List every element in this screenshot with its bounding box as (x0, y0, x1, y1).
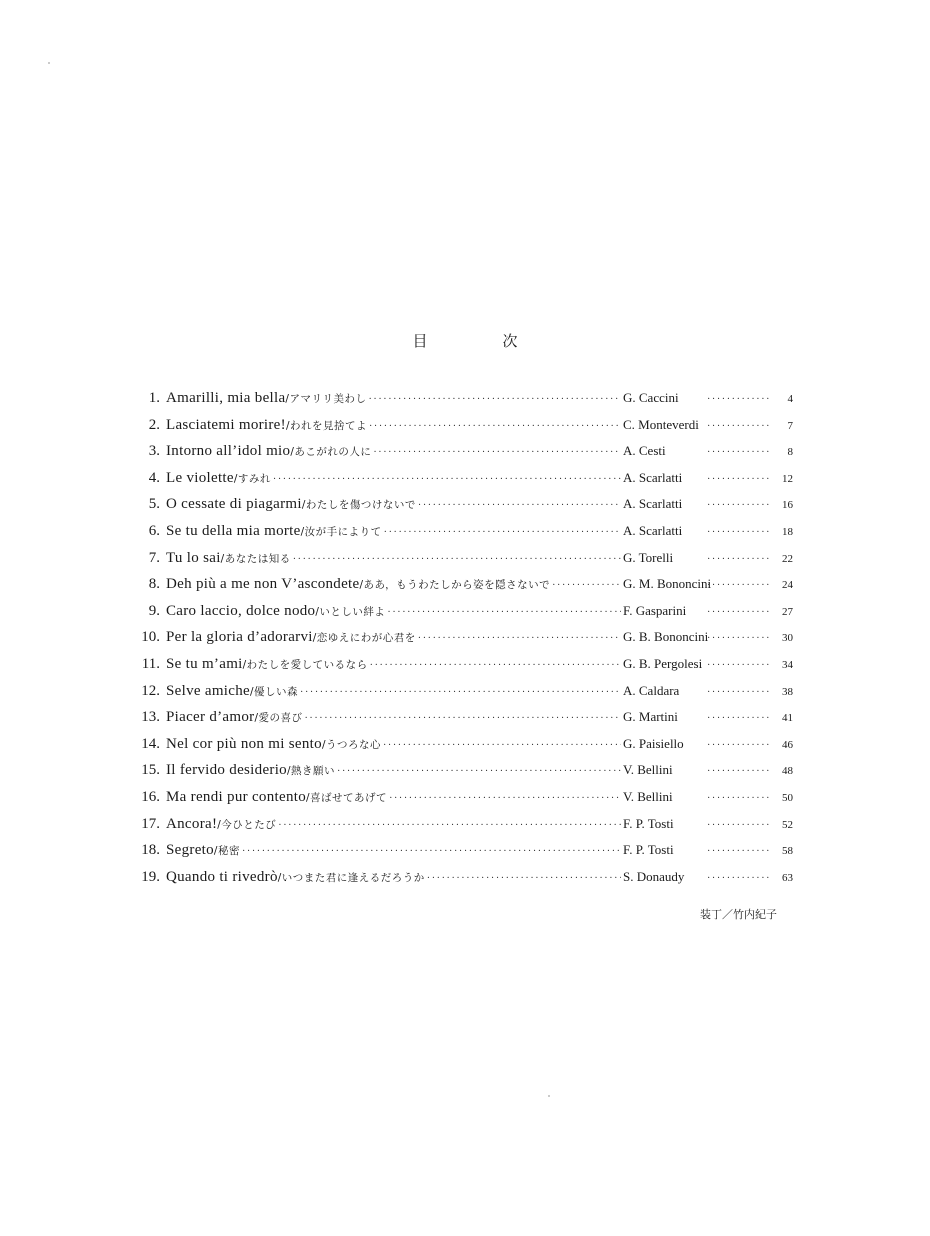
composer: F. P. Tosti (623, 815, 674, 831)
leader-dots (242, 846, 621, 857)
japanese-title: /うつろな心 (321, 738, 381, 751)
leader-dots (707, 660, 769, 671)
song-title: O cessate di piagarmi (166, 496, 302, 513)
composer: F. Gasparini (623, 602, 687, 618)
leader-dots (707, 607, 769, 618)
leader-dots (300, 687, 621, 698)
composer: V. Bellini (623, 762, 673, 778)
song-title: Piacer d’amor (166, 709, 255, 726)
leader-dots (707, 713, 769, 724)
toc-entry (128, 762, 793, 789)
page-number: 46 (782, 738, 793, 751)
composer: A. Scarlatti (623, 469, 683, 485)
song-title: Per la gloria d’adorarvi (166, 629, 313, 646)
leader-dots (707, 873, 769, 884)
japanese-title: /いとしい絆よ (315, 605, 386, 618)
entry-number: 14. (141, 735, 160, 752)
entry-number: 19. (141, 868, 160, 885)
song-title: Amarilli, mia bella (166, 390, 286, 406)
japanese-title: /アマリリ美わし (285, 393, 367, 405)
song-title: Selve amiche (166, 682, 250, 699)
page-number: 52 (782, 818, 793, 831)
leader-dots (707, 394, 769, 405)
entry-number: 1. (148, 390, 160, 406)
leader-dots (707, 580, 769, 591)
page-number: 63 (782, 871, 793, 884)
song-title: Nel cor più non mi sento (166, 735, 322, 752)
page-number: 48 (782, 765, 793, 778)
leader-dots (337, 766, 621, 777)
toc-entry (128, 736, 793, 763)
japanese-title: /すみれ (233, 472, 271, 485)
composer: G. Paisiello (623, 735, 684, 751)
composer: F. P. Tosti (623, 842, 674, 858)
leader-dots (383, 740, 621, 751)
leader-dots (273, 474, 621, 485)
leader-dots (427, 873, 621, 884)
composer: G. M. Bononcini (623, 576, 712, 592)
composer: G. Torelli (623, 549, 674, 565)
song-title: Se tu m’ami (166, 655, 243, 672)
leader-dots (369, 421, 621, 432)
japanese-title: /今ひとたび (217, 818, 277, 831)
song-title: Se tu della mia morte (166, 522, 301, 539)
entry-number: 17. (141, 815, 160, 832)
page-number: 58 (782, 845, 793, 858)
leader-dots (707, 846, 769, 857)
leader-dots (373, 447, 621, 458)
page-number: 12 (782, 472, 793, 485)
leader-dots (384, 527, 621, 538)
composer: A. Cesti (623, 443, 666, 459)
composer: G. Caccini (623, 390, 679, 405)
entry-number: 10. (141, 629, 160, 646)
leader-dots (707, 820, 769, 831)
japanese-title: /優しい森 (249, 685, 299, 698)
entry-number: 11. (141, 655, 160, 672)
toc-entry (128, 603, 793, 630)
toc-entry (128, 390, 793, 417)
leader-dots (389, 793, 621, 804)
leader-dots (368, 394, 621, 405)
page-number: 50 (782, 791, 793, 804)
page-number: 7 (787, 419, 793, 432)
page-number: 34 (782, 658, 793, 671)
page-number: 8 (787, 446, 793, 459)
japanese-title: /喜ばせてあげて (306, 791, 388, 804)
composer: S. Donaudy (623, 868, 685, 884)
page-number: 4 (787, 393, 793, 405)
song-title: Deh più a me non V’ascondete (166, 576, 360, 593)
leader-dots (707, 421, 769, 432)
toc-entry (128, 842, 793, 869)
toc-entry (128, 816, 793, 843)
page-number: 27 (782, 605, 793, 618)
entry-number: 18. (141, 842, 160, 859)
composer: A. Caldara (623, 682, 680, 698)
entry-number: 9. (148, 602, 160, 619)
paper-speck (548, 1095, 550, 1097)
entry-number: 6. (148, 522, 160, 539)
toc-entry (128, 550, 793, 577)
japanese-title: /いつまた君に逢えるだろうか (277, 871, 425, 884)
toc-entry (128, 629, 793, 656)
song-title: Segreto (166, 842, 214, 859)
song-title: Ma rendi pur contento (166, 788, 307, 805)
toc-entry (128, 576, 793, 603)
entry-number: 3. (148, 443, 160, 460)
japanese-title: /わたしを愛しているなら (242, 658, 368, 671)
toc-entry (128, 470, 793, 497)
table-of-contents (128, 390, 793, 895)
entry-number: 4. (148, 469, 160, 486)
leader-dots (707, 554, 769, 565)
toc-entry (128, 523, 793, 550)
leader-dots (707, 740, 769, 751)
song-title: Intorno all’idol mio (166, 443, 291, 460)
entry-number: 2. (148, 416, 160, 433)
japanese-title: /あなたは知る (220, 552, 291, 565)
toc-entry (128, 869, 793, 896)
leader-dots (707, 474, 769, 485)
composer: G. Martini (623, 709, 678, 725)
composer: A. Scarlatti (623, 496, 683, 512)
song-title: Quando ti rivedrò (166, 868, 278, 885)
entry-number: 15. (141, 762, 160, 779)
composer: G. B. Pergolesi (623, 655, 703, 671)
toc-entry (128, 683, 793, 710)
japanese-title: /熱き願い (286, 765, 336, 778)
japanese-title: /あこがれの人に (290, 446, 372, 459)
toc-entry (128, 709, 793, 736)
composer: V. Bellini (623, 788, 673, 804)
song-title: Tu lo sai (166, 549, 221, 566)
page-number: 18 (782, 525, 793, 538)
leader-dots (707, 447, 769, 458)
leader-dots (418, 500, 621, 511)
paper-speck (48, 62, 50, 64)
composer: C. Monteverdi (623, 416, 699, 432)
leader-dots (707, 500, 769, 511)
leader-dots (552, 580, 621, 591)
design-credit: 装丁／竹内紀子 (700, 908, 777, 921)
japanese-title: /わたしを傷つけないで (301, 499, 416, 512)
leader-dots (707, 766, 769, 777)
song-title: Il fervido desiderio (166, 762, 287, 779)
leader-dots (293, 554, 621, 565)
toc-entry (128, 656, 793, 683)
japanese-title: /秘密 (213, 845, 240, 858)
page-number: 16 (782, 499, 793, 512)
page-number: 22 (782, 552, 793, 565)
japanese-title: /われを見捨てよ (285, 419, 367, 432)
japanese-title: /ああ，もうわたしから姿を隠さないで (359, 579, 551, 592)
song-title: Lasciatemi morire! (166, 416, 286, 433)
toc-entry (128, 789, 793, 816)
toc-entry (128, 443, 793, 470)
japanese-title: /恋ゆえにわが心君を (312, 632, 416, 645)
leader-dots (707, 633, 769, 644)
leader-dots (278, 820, 621, 831)
toc-entry (128, 496, 793, 523)
entry-number: 16. (141, 788, 160, 805)
composer: G. B. Bononcini (623, 629, 709, 645)
entry-number: 12. (141, 682, 160, 699)
song-title: Caro laccio, dolce nodo (166, 602, 316, 619)
entry-number: 7. (148, 549, 160, 566)
page-number: 38 (782, 685, 793, 698)
composer: A. Scarlatti (623, 522, 683, 538)
page-number: 24 (782, 579, 793, 592)
song-title: Le violette (166, 469, 234, 486)
leader-dots (707, 687, 769, 698)
entry-number: 5. (148, 496, 160, 513)
page-number: 41 (782, 712, 793, 725)
leader-dots (418, 633, 621, 644)
leader-dots (370, 660, 621, 671)
leader-dots (387, 607, 621, 618)
leader-dots (305, 713, 622, 724)
japanese-title: /愛の喜び (254, 712, 303, 725)
entry-number: 13. (141, 709, 160, 726)
japanese-title: /汝が手によりて (300, 525, 382, 538)
leader-dots (707, 793, 769, 804)
leader-dots (707, 527, 769, 538)
page-number: 30 (782, 632, 793, 645)
toc-entry (128, 417, 793, 444)
entry-number: 8. (148, 576, 160, 593)
page-title: 目 次 (412, 332, 548, 350)
song-title: Ancora! (166, 815, 218, 832)
